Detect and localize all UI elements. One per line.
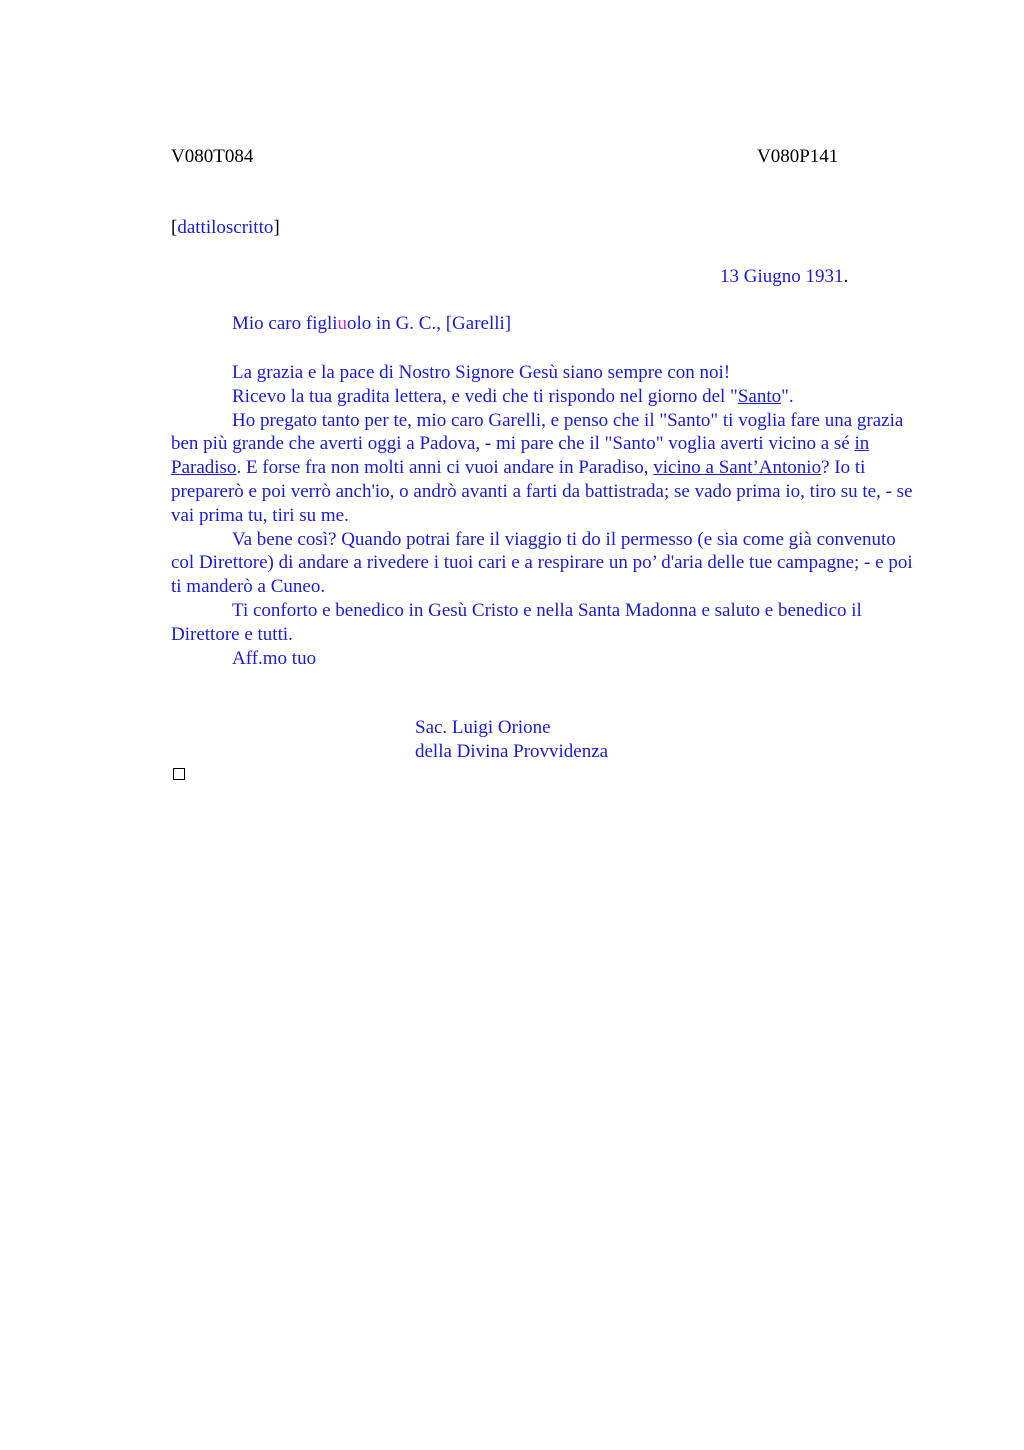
paragraph-3-text-a: Ho pregato tanto per te, mio caro Garelli, e penso che il "Santo" ti voglia fare una grazia ben più grande che averti oggi a Padova, - mi pare che il "Santo" voglia averti vicino a sé <box>171 409 904 455</box>
paragraph-3-underlined-1: in Paradiso <box>171 433 870 479</box>
signature-line-2: della Divina Provvidenza <box>415 741 609 762</box>
paragraph-3-text-c: ? Io ti preparerò e poi verrò anch'io, o andrò avanti a farti da battistrada; se vado prima io, tiro su te, - se vai prima tu, tiri su me. <box>171 457 913 526</box>
paragraph-3 <box>171 409 921 528</box>
paragraph-2-text-b: ". <box>781 385 794 407</box>
typescript-note <box>171 217 280 239</box>
document-code-left: V080T084 <box>171 146 254 167</box>
paragraph-2-text-a: Ricevo la tua gradita lettera, e vedi che ti rispondo nel giorno del " <box>232 385 738 407</box>
document-code-right: V080P141 <box>757 146 839 167</box>
paragraph-4: Va bene così? Quando potrai fare il viaggio ti do il permesso (e sia come già convenuto col Direttore) di andare a rivedere i tuoi cari e a respirare un po’ d'aria delle tue campagne; - e poi ti manderò a Cuneo. <box>171 528 913 598</box>
signature <box>415 716 608 764</box>
paragraph-3-text-b: . E forse fra non molti anni ci vuoi andare in Paradiso, <box>236 457 654 479</box>
note-open-bracket: [ <box>171 217 178 238</box>
paragraph-2-underlined: Santo <box>737 385 782 407</box>
salutation-highlight: u <box>337 313 348 334</box>
note-close-bracket: ] <box>273 217 280 238</box>
letter-body <box>171 361 921 670</box>
note-label: dattiloscritto <box>177 217 274 238</box>
paragraph-2 <box>171 385 921 409</box>
salutation <box>232 313 511 335</box>
paragraph-1: La grazia e la pace di Nostro Signore Gesù siano sempre con noi! <box>232 362 731 383</box>
paragraph-5: Ti conforto e benedico in Gesù Cristo e nella Santa Madonna e saluto e benedico il Direttore e tutti. <box>171 599 862 645</box>
date-text: 13 Giugno 1931 <box>720 266 844 287</box>
paragraph-6: Aff.mo tuo <box>232 647 317 669</box>
salutation-part1: Mio caro figli <box>232 313 338 334</box>
signature-line-1: Sac. Luigi Orione <box>415 717 551 738</box>
letter-date <box>720 266 848 288</box>
date-period: . <box>843 266 849 287</box>
empty-checkbox-icon <box>173 768 185 780</box>
salutation-part2: olo in G. C., [Garelli] <box>347 313 512 334</box>
paragraph-3-underlined-2: vicino a Sant’Antonio <box>653 457 822 479</box>
